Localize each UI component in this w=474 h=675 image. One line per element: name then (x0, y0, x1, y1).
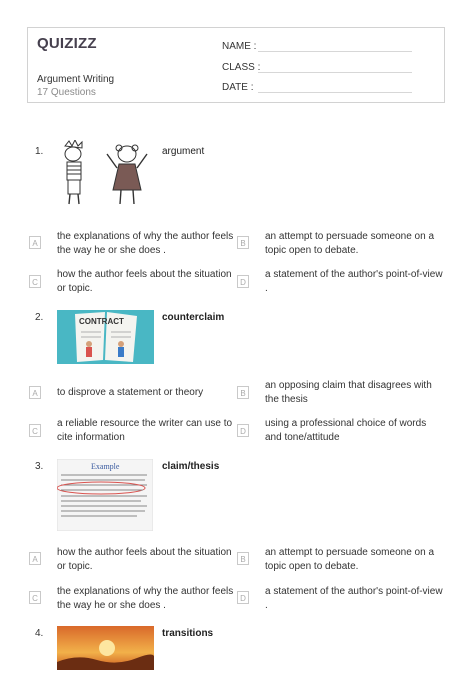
question-term: counterclaim (162, 312, 225, 323)
question-number: 3. (35, 461, 44, 472)
option-text: an attempt to persuade someone on a topic open to debate. (265, 231, 435, 256)
question-term: argument (162, 146, 205, 157)
question-image (57, 459, 153, 536)
option-letter[interactable]: C (29, 275, 41, 288)
option-text: an opposing claim that disagrees with the thesis (265, 380, 432, 405)
contract-text: CONTRACT (79, 317, 124, 326)
option-letter[interactable]: B (237, 236, 249, 249)
option-text: the explanations of why the author feels the way he or she does . (57, 586, 234, 611)
option-text: a reliable resource the writer can use to cite information (57, 418, 233, 443)
question-number: 4. (35, 628, 44, 639)
question-image (57, 626, 154, 675)
option-letter[interactable]: D (237, 424, 249, 437)
sunset-landscape-icon (57, 626, 154, 670)
cartoon-arguing-kids-icon (57, 140, 155, 210)
class-field-line[interactable] (258, 72, 412, 73)
option-text: a statement of the author's point-of-view . (265, 269, 443, 294)
worksheet-title: Argument Writing (37, 74, 115, 85)
option-text: using a professional choice of words and tone/attitude (265, 418, 427, 443)
option-text: how the author feels about the situation or topic. (57, 269, 232, 294)
option-letter[interactable]: B (237, 552, 249, 565)
option-text: an attempt to persuade someone on a topic open to debate. (265, 547, 435, 572)
date-label: DATE : (222, 82, 254, 93)
example-title: Example (91, 462, 120, 471)
class-label: CLASS : (222, 62, 261, 73)
question-image (57, 140, 155, 215)
option-letter[interactable]: C (29, 591, 41, 604)
question-image (57, 310, 154, 369)
option-letter[interactable]: C (29, 424, 41, 437)
option-text: a statement of the author's point-of-view . (265, 586, 443, 611)
quizizz-logo: QUIZIZZ (37, 35, 97, 52)
worksheet-subtitle: 17 Questions (37, 87, 96, 98)
question-term: claim/thesis (162, 461, 220, 472)
torn-contract-icon (57, 310, 154, 364)
option-letter[interactable]: A (29, 386, 41, 399)
question-term: transitions (162, 628, 214, 639)
name-field-line[interactable] (258, 51, 412, 52)
option-letter[interactable]: D (237, 591, 249, 604)
example-text-icon (57, 459, 153, 531)
option-text: to disprove a statement or theory (57, 387, 204, 398)
option-letter[interactable]: A (29, 236, 41, 249)
name-label: NAME : (222, 41, 257, 52)
option-letter[interactable]: A (29, 552, 41, 565)
date-field-line[interactable] (258, 92, 412, 93)
option-letter[interactable]: B (237, 386, 249, 399)
option-text: the explanations of why the author feels the way he or she does . (57, 231, 234, 256)
question-number: 2. (35, 312, 44, 323)
option-text: how the author feels about the situation or topic. (57, 547, 232, 572)
option-letter[interactable]: D (237, 275, 249, 288)
question-number: 1. (35, 146, 44, 157)
